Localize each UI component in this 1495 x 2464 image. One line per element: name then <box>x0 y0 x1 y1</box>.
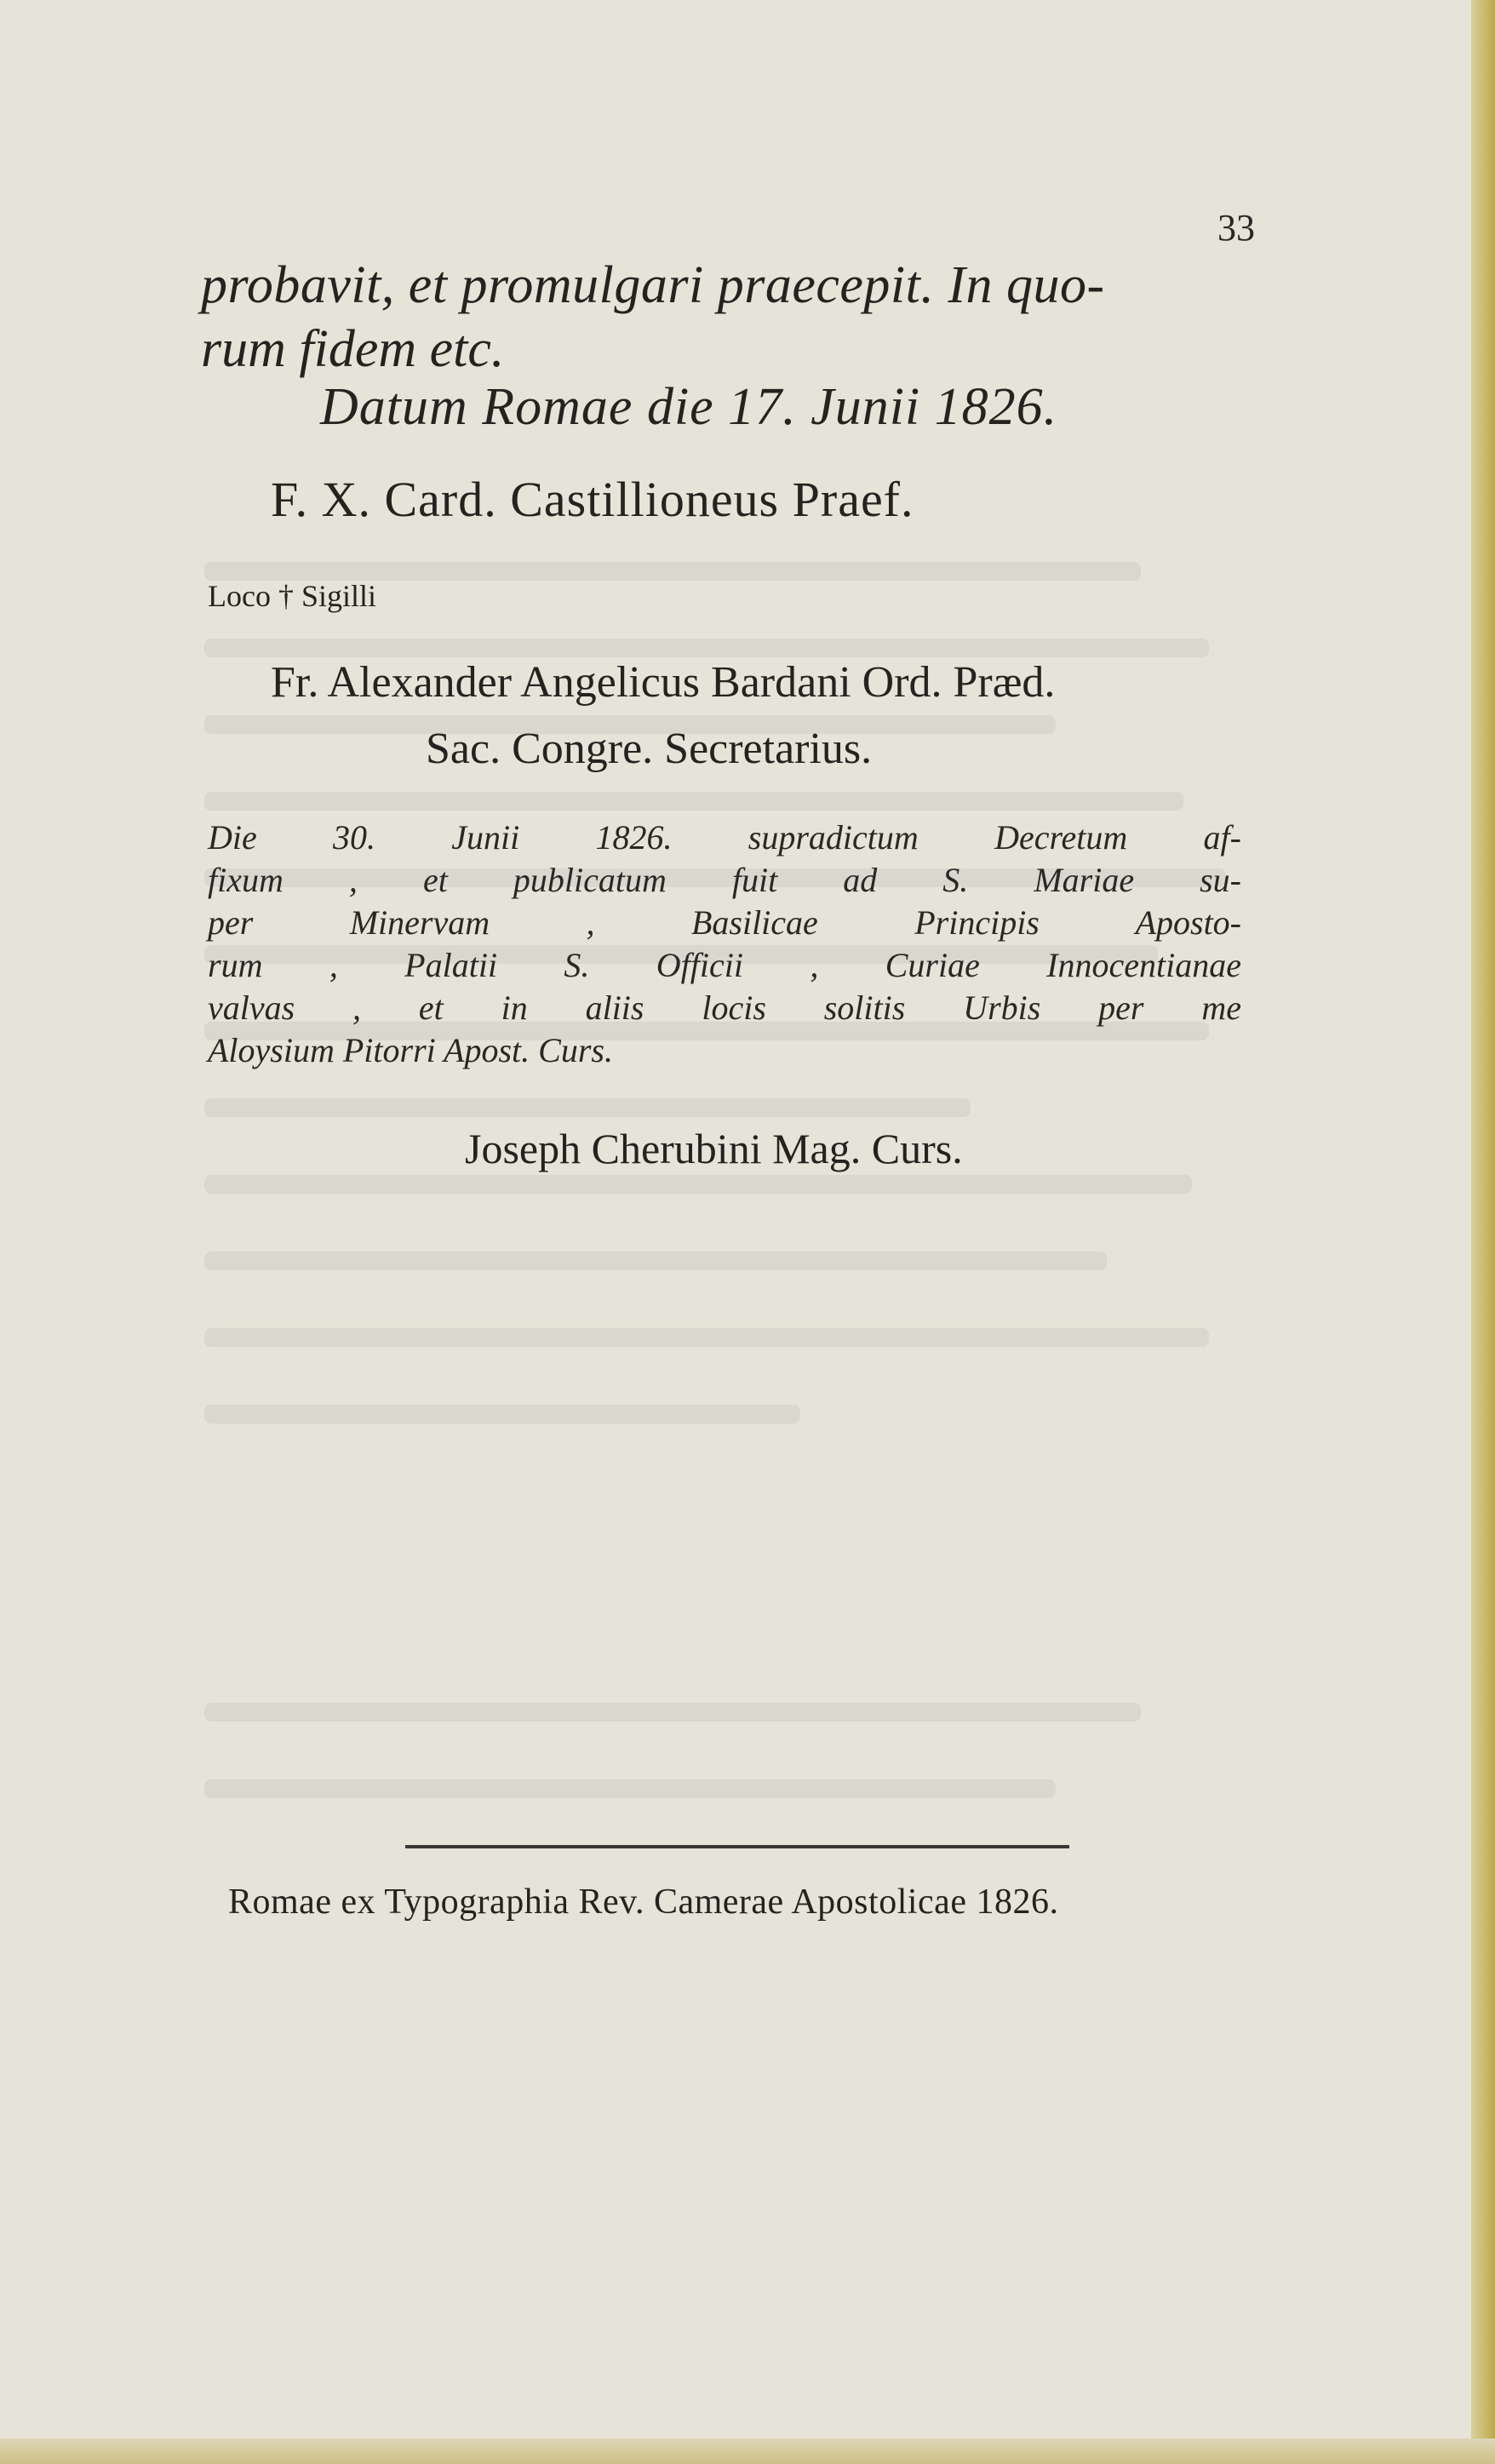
page-edge <box>0 2438 1495 2464</box>
decree-note-line: Aloysium Pitorri Apost. Curs. <box>208 1031 613 1069</box>
secretary-signature: Fr. Alexander Angelicus Bardani Ord. Præd. <box>271 658 1056 707</box>
text-line: rum fidem etc. <box>201 320 505 378</box>
text-line: probavit, et promulgari praecepit. In quo- <box>201 256 1105 314</box>
page-number: 33 <box>1217 207 1255 249</box>
seal-placeholder: Loco † Sigilli <box>208 579 376 613</box>
decree-note-line: fixum , et publicatum fuit ad S. Mariae su- <box>208 861 1241 899</box>
decree-note-line: Die 30. Junii 1826. supradictum Decretum af- <box>208 818 1241 857</box>
prefect-signature: F. X. Card. Castillioneus Praef. <box>271 472 914 527</box>
page-edge <box>1471 0 1495 2464</box>
cursor-signature: Joseph Cherubini Mag. Curs. <box>465 1125 963 1172</box>
divider-rule <box>405 1845 1069 1848</box>
printer-imprint: Romae ex Typographia Rev. Camerae Apostolicae 1826. <box>228 1882 1059 1922</box>
date-line: Datum Romae die 17. Junii 1826. <box>320 378 1058 436</box>
decree-note-line: rum , Palatii S. Officii , Curiae Innocentianae <box>208 946 1241 984</box>
secretary-title: Sac. Congre. Secretarius. <box>426 725 873 773</box>
decree-note-line: per Minervam , Basilicae Principis Aposto- <box>208 903 1241 942</box>
decree-note-line: valvas , et in aliis locis solitis Urbis per me <box>208 988 1241 1027</box>
